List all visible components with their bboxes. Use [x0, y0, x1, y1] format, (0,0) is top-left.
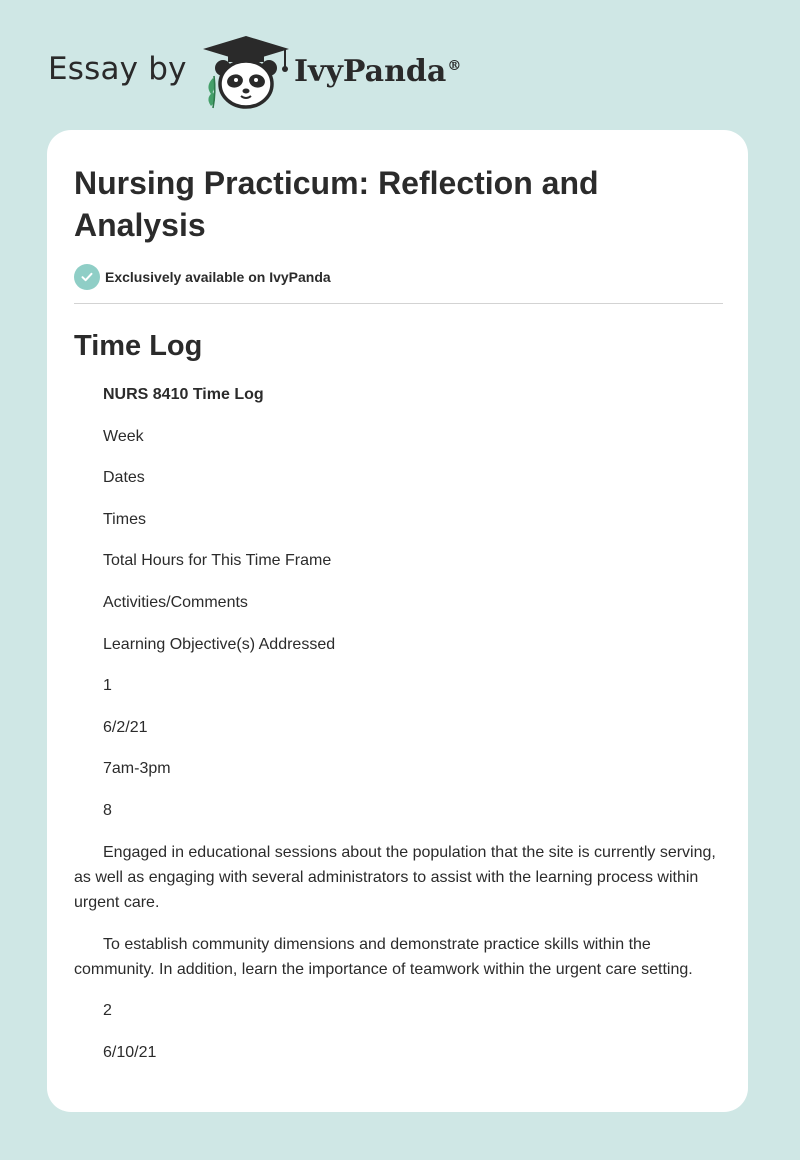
exclusive-badge — [74, 263, 723, 290]
paragraph: 6/2/21 — [103, 718, 148, 736]
paragraph: 7am-3pm — [103, 760, 171, 778]
paragraph: Week — [103, 427, 144, 445]
divider — [74, 303, 723, 304]
paragraph: 6/10/21 — [103, 1043, 157, 1061]
paragraph: Engaged in educational sessions about the population that the site is currently serving, as well as engaging with several administrators to assist with the learning process within urgent care. — [74, 843, 716, 911]
section-heading: Time Log — [74, 330, 203, 362]
brand-prefix: Essay by — [48, 51, 187, 87]
panda-logo-icon — [201, 34, 291, 110]
site-header-brand[interactable] — [48, 34, 468, 114]
paragraph: Times — [103, 510, 146, 528]
paragraph: 2 — [103, 1002, 112, 1020]
paragraph: Learning Objective(s) Addressed — [103, 635, 336, 653]
paragraph: Activities/Comments — [103, 593, 248, 611]
exclusive-label: Exclusively available on IvyPanda — [105, 268, 331, 285]
check-icon — [74, 264, 100, 290]
paragraph: 8 — [103, 801, 112, 819]
paragraph: To establish community dimensions and demonstrate practice skills within the community. In addition, learn the importance of teamwork within the urgent care setting. — [74, 935, 693, 978]
essay-body — [74, 382, 723, 1065]
essay-card — [47, 130, 748, 1112]
paragraph: Dates — [103, 469, 145, 487]
brand-name: IvyPanda® — [294, 54, 462, 89]
paragraph: Total Hours for This Time Frame — [103, 552, 332, 570]
paragraph: 1 — [103, 677, 112, 695]
paragraph: NURS 8410 Time Log — [103, 386, 264, 403]
essay-title: Nursing Practicum: Reflection and Analysis — [74, 165, 599, 243]
